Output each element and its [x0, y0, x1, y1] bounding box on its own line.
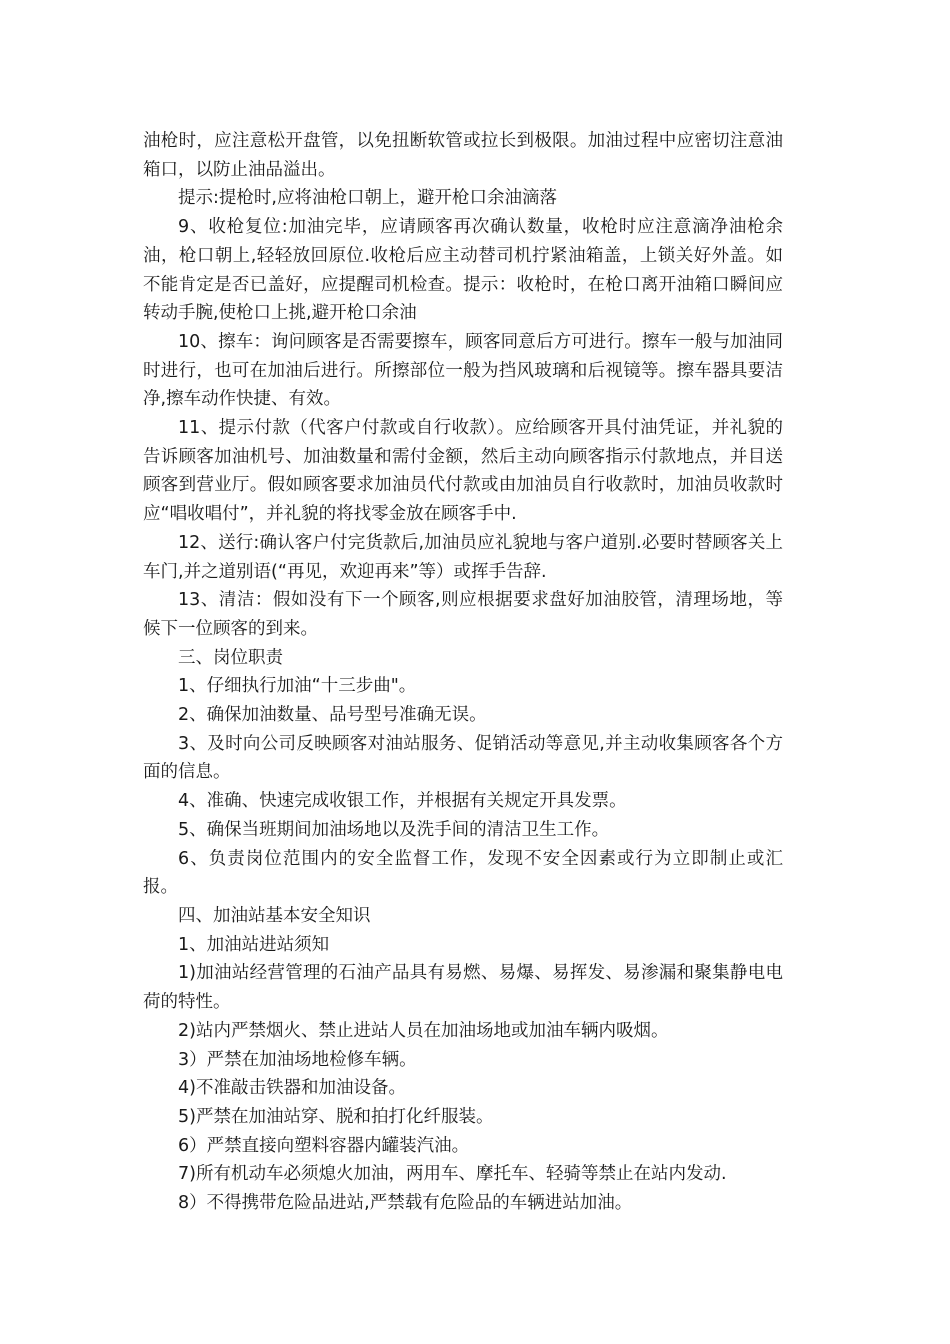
paragraph: 4)不准敲击铁器和加油设备。 — [178, 1078, 406, 1099]
paragraph: 13、清洁：假如没有下一个顾客,则应根据要求盘好加油胶管，清理场地，等候下一位顾客的到来。 — [143, 590, 783, 639]
paragraph: 4、准确、快速完成收银工作，并根据有关规定开具发票。 — [178, 791, 627, 812]
paragraph: 8）不得携带危险品进站,严禁载有危险品的车辆进站加油。 — [178, 1193, 633, 1214]
paragraph: 10、擦车：询问顾客是否需要擦车，顾客同意后方可进行。擦车一般与加油同时进行，也可在加油后进行。所擦部位一般为挡风玻璃和后视镜等。擦车器具要洁净,擦车动作快捷、有效。 — [143, 331, 783, 410]
paragraph: 5、确保当班期间加油场地以及洗手间的清洁卫生工作。 — [178, 819, 610, 840]
paragraph: 2)站内严禁烟火、禁止进站人员在加油场地或加油车辆内吸烟。 — [178, 1020, 669, 1041]
paragraph: 3、及时向公司反映顾客对油站服务、促销活动等意见,并主动收集顾客各个方面的信息。 — [143, 733, 783, 783]
paragraph: 三、岗位职责 — [178, 647, 283, 668]
document-body — [143, 127, 783, 1218]
paragraph: 3）严禁在加油场地检修车辆。 — [178, 1049, 417, 1070]
paragraph: 四、加油站基本安全知识 — [178, 905, 371, 926]
paragraph: 提示:提枪时,应将油枪口朝上，避开枪口余油滴落 — [178, 188, 557, 209]
paragraph: 5)严禁在加油站穿、脱和拍打化纤服装。 — [178, 1106, 494, 1127]
paragraph: 7)所有机动车必须熄火加油，两用车、摩托车、轻骑等禁止在站内发动. — [178, 1164, 727, 1185]
paragraph: 1、加油站进站须知 — [178, 934, 330, 955]
paragraph: 1)加油站经营管理的石油产品具有易燃、易爆、易挥发、易渗漏和聚集静电电荷的特性。 — [143, 963, 783, 1013]
paragraph: 2、确保加油数量、品号型号准确无误。 — [178, 705, 487, 726]
paragraph: 12、送行:确认客户付完货款后,加油员应礼貌地与客户道别.必要时替顾客关上车门,并之道别语(“再见，欢迎再来”等）或挥手告辞. — [143, 532, 783, 582]
paragraph: 9、收枪复位:加油完毕，应请顾客再次确认数量，收枪时应注意滴净油枪余油，枪口朝上,轻轻放回原位.收枪后应主动替司机拧紧油箱盖，上锁关好外盖。如不能肯定是否已盖好，应提醒司机检查。提示：收枪时，在枪口离开油箱口瞬间应转动手腕,使枪口上挑,避开枪口余油 — [143, 217, 783, 324]
paragraph: 1、仔细执行加油“十三步曲"。 — [178, 676, 417, 697]
paragraph: 6、负责岗位范围内的安全监督工作，发现不安全因素或行为立即制止或汇报。 — [143, 848, 783, 898]
paragraph: 11、提示付款（代客户付款或自行收款）。应给顾客开具付油凭证，并礼貌的告诉顾客加油机号、加油数量和需付金额，然后主动向顾客指示付款地点，并目送顾客到营业厅。假如顾客要求加油员代付款或由加油员自行收款时，加油员收款时应“唱收唱付”，并礼貌的将找零金放在顾客手中. — [143, 418, 783, 525]
paragraph: 6）严禁直接向塑料容器内罐装汽油。 — [178, 1135, 470, 1156]
paragraph: 油枪时，应注意松开盘管，以免扭断软管或拉长到极限。加油过程中应密切注意油箱口，以防止油品溢出。 — [143, 131, 783, 180]
